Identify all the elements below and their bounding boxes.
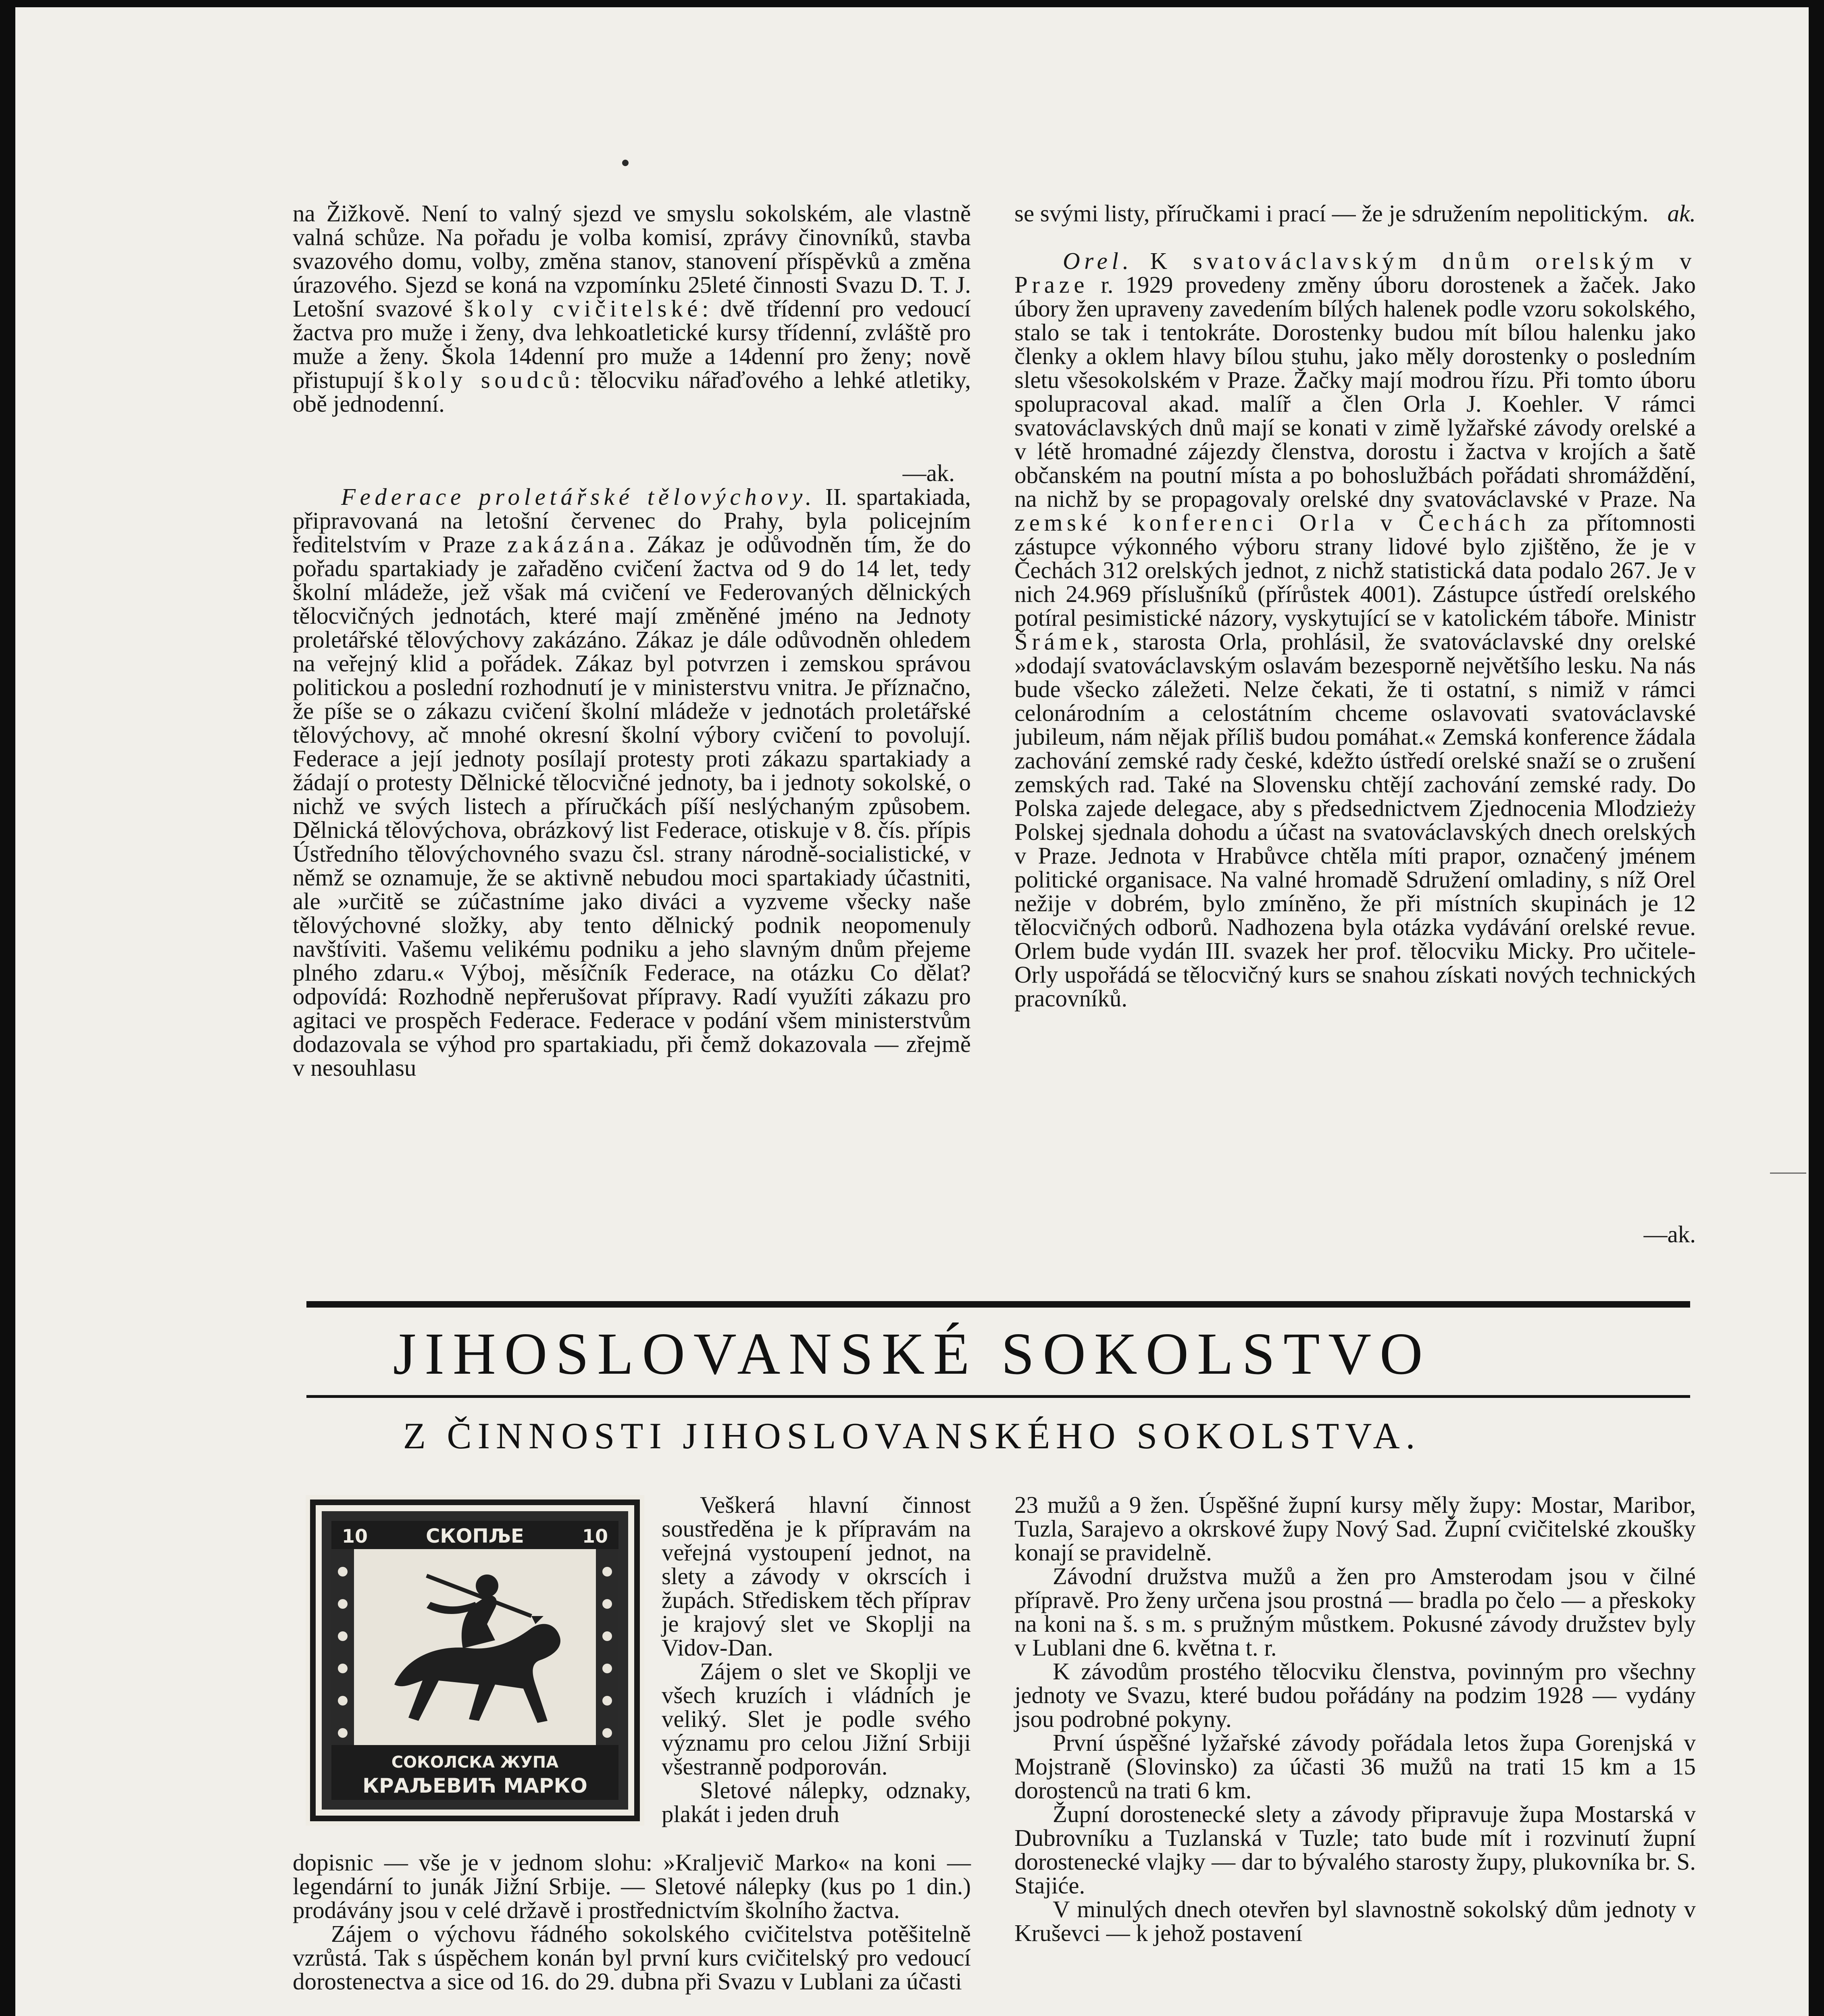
column-bottom-left xyxy=(293,1851,971,1993)
column-top-left xyxy=(293,202,971,416)
paragraph: První úspěšné lyžařské závody pořádala letos župa Gorenjská v Mojstraně (Slovinsko) za účasti 36 mužů na trati 15 km a 15 dorostenců na trati 6 km. xyxy=(1014,1729,1696,1804)
section-title: JIHOSLOVANSKÉ SOKOLSTVO xyxy=(393,1321,1431,1387)
stamp-top-text: СКОПЉЕ xyxy=(426,1525,524,1547)
paragraph: 23 mužů a 9 žen. Úspěšné župní kursy měly župy: Mostar, Maribor, Tuzla, Sarajevo a okrskové župy Nový Sad. Župní cvičitelské zkoušky konají se pravidelně. xyxy=(1014,1491,1696,1566)
margin-mark xyxy=(1770,1173,1806,1174)
paragraph: r. 1929 provedeny změny úboru dorostenek a žaček. Jako úbory žen upraveny zavedením bílých halenek podle vzoru sokolského, stalo se tak i tentokráte. Dorostenky budou mít bílou halenku jako členky a oklem hlavy bílou stuhu, jako měly dorostenky o posledním sletu všesokolském v Praze. Žačky mají modrou řízu. Při tomto úboru spolupracoval akad. malíř a člen Orla J. Koehler. V rámci svatováclavských dnů mají se konati v zimě lyžařské závody orelské a v létě hromadné zájezdy členstva, dorostu i žactva v krojích a šatě občanském na poutní místa a po bohoslužbách pořádati shromáždění, na nichž by se propagovaly orelské dny svatováclavské v Praze. Na xyxy=(1014,271,1696,512)
section-rule-top xyxy=(306,1301,1690,1308)
paragraph: : dvě třídenní pro vedoucí žactva pro muže i ženy, dva lehkoatletické kursy třídenní, zvláště pro muže a ženy. Škola 14denní pro muže a 14denní pro ženy; nově přistupují xyxy=(293,295,971,393)
section-heading: Federace proletářské tělovýchovy. xyxy=(341,483,816,510)
column-top-right-2 xyxy=(1014,249,1696,1010)
column-top-right xyxy=(1014,202,1696,225)
paragraph: . Zákaz je odůvodněn tím, že do pořadu spartakiady je zařaděno cvičení žactva od 9 do 14 let, tedy školní mládeže, jež však má cvičení ve Federovaných dělnických tělocvičných jednotách, které mají změněné jméno na Jednoty proletářské tělovýchovy zakázáno. Zákaz je dále odůvodněn ohledem na veřejný klid a pořádek. Zákaz byl potvrzen i zemskou správou politickou a poslední rozhodnutí je v ministerstvu vnitra. Je příznačno, že píše se o zákazu cvičení školní mládeže v jednotách proletářské tělovýchovy, ač mnohé okresní školní výbory cvičení to povolují. Federace a její jednoty posílají protesty proti zákazu spartakiady a žádají o protesty Dělnické tělocvičné jednoty, ba i jednoty sokolské, o nichž ve svých listech a příručkách píší neslýchaným způsobem. Dělnická tělovýchova, obrázkový list Federace, otiskuje v 8. čís. přípis Ústředního tělovýchovného svazu čsl. strany národně-socialistické, v němž se oznamuje, že se aktivně nebudou moci spartakiady účastniti, ale »určitě se zúčastníme jako diváci a vyzveme všecky naše tělovýchovné složky, aby tento dělnický podnik neopomenuly navštíviti. Vašemu velikému podniku a jeho slavným dnům přejeme plného zdaru.« Výboj, měsíčník Federace, na otázku Co dělat? odpovídá: Rozhodně nepřerušovat přípravy. Radí využíti zákazu pro agitaci ve prospěch Federace. Federace v podání všem ministerstvům dodazovala se výhod pro spartakiadu, při čemž dokazovala — zřejmě v nesouhlasu xyxy=(293,531,971,1081)
paragraph: : tělocviku nářaďového a lehké atletiky, obě jednodenní. xyxy=(293,367,971,417)
signature: ak. xyxy=(1667,200,1696,227)
paragraph: Župní dorostenecké slety a závody připravuje župa Mostarská v Dubrovníku a Tuzlanská v Tuzle; tato bude mít i rozvinutí župní dorostenecké vlajky — dar to bývalého starosty župy, plukovníka br. S. Stajiće. xyxy=(1014,1801,1696,1899)
paragraph: Zájem o výchovu řádného sokolského cvičitelstva potěšitelně vzrůstá. Tak s úspěchem konán byl první kurs cvičitelský pro vedoucí dorostenectva a sice od 16. do 29. dubna při Svazu v Lublani za účasti xyxy=(293,1920,971,1995)
column-bottom-left-wrap xyxy=(662,1493,971,1826)
column-top-left-2 xyxy=(293,485,971,1080)
stamp-value-right: 10 xyxy=(582,1525,608,1547)
page xyxy=(15,7,1809,2016)
signature: —ak. xyxy=(902,460,955,486)
emphasis: školy soudců xyxy=(394,367,574,393)
paragraph: Zájem o slet ve Skoplji ve všech kruzích i vládních je veliký. Slet je podle svého významu pro celou Jižní Srbiji všestranně podporován. xyxy=(662,1658,971,1780)
emphasis: zakázána xyxy=(507,531,629,558)
section-heading: Orel. xyxy=(1063,248,1133,274)
paragraph: V minulých dnech otevřen byl slavnostně sokolský dům jednoty v Kruševci — k jehož postavení xyxy=(1014,1896,1696,1946)
paragraph: se svými listy, příručkami i prací — že je sdružením nepolitickým. xyxy=(1014,200,1649,227)
paragraph: na Žižkově. Není to valný sjezd ve smyslu sokolském, ale vlastně valná schůze. Na pořadu je volba komisí, zprávy činovníků, stavba svazového domu, volby, změna stanov, stanovení příspěvků a změna úrazového. Sjezd se koná na vzpomínku 25leté činnosti Svazu D. T. J. Letošní svazové xyxy=(293,200,971,322)
stamp-bottom-text-1: СОКОЛСКА ЖУПА xyxy=(391,1753,559,1772)
emphasis: zemské konferenci Orla v Čechách xyxy=(1014,509,1530,536)
column-bottom-right xyxy=(1014,1493,1696,1945)
paragraph: za přítomnosti zástupce výkonného výboru strany lidové bylo zjištěno, že je v Čechách 312 orelských jednot, z nichž statistická data podalo 267. Je v nich 24.969 příslušníků (přírůstek 4001). Zástupce ústředí orelského potíral pesimistické názory, vyskytující se v katolickém táboře. Ministr xyxy=(1014,509,1696,631)
paragraph: K závodům prostého tělocviku členstva, povinným pro všechny jednoty ve Svazu, které budou pořádány na podzim 1928 — vydány jsou podrobné pokyny. xyxy=(1014,1658,1696,1732)
paragraph: Závodní družstva mužů a žen pro Amsterodam jsou v čilné přípravě. Pro ženy určena jsou prostná — bradla po čelo — a přeskoky na koni na š. s m. s pružným můstkem. Pokusné závody družstev byly v Lublani dne 6. května t. r. xyxy=(1014,1563,1696,1661)
emphasis: K svatováclavským dnům orelským v Praze xyxy=(1014,248,1696,298)
emphasis: školy cvičitelské xyxy=(464,295,702,322)
emphasis: Šrámek xyxy=(1014,628,1113,655)
article-title: Z ČINNOSTI JIHOSLOVANSKÉHO SOKOLSTVA. xyxy=(403,1415,1421,1456)
paragraph: dopisnic — vše je v jednom slohu: »Kraljevič Marko« na koni — legendární to junák Jižní Srbije. — Sletové nálepky (kus po 1 din.) prodávány jsou v celé državě i prostřednictvím školního žactva. xyxy=(293,1849,971,1923)
ink-dot xyxy=(622,160,629,166)
stamp-value-left: 10 xyxy=(342,1525,368,1547)
section-rule-bottom xyxy=(306,1395,1690,1398)
paragraph: , starosta Orla, prohlásil, že svatováclavské dny orelské »dodají svatováclavským oslavám bezesporně největšího lesku. Na nás bude všecko záležeti. Nelze čekati, že ti ostatní, s nimiž v rámci celonárodním a celostátním chceme oslavovati svatováclavské jubileum, nám nějak příliš budou pomáhat.« Zemská konference žádala zachování zemské rady české, kdežto ústředí orelské snaží se o zrušení zemských rad. Také na Slovensku chtějí zachování zemské rady. Do Polska zajede delegace, aby s předsednictvem Zjednocenia Mlodzieży Polskej sjednala dohodu a účast na svatováclavských dnech orelských v Praze. Jednota v Hrabůvce chtěla míti prapor, označený jménem politické organisace. Na valné hromadě Sdružení omladiny, s níž Orel nežije v dobrém, bylo zmíněno, že při místních skupinách je 12 tělocvičných odborů. Nadhozena byla otázka vydávání orelské revue. Orlem bude vydán III. svazek her prof. tělocviku Micky. Pro učitele-Orly uspořádá se tělocvičný kurs se snahou získati nových technických pracovníků. xyxy=(1014,628,1696,1012)
stamp-bottom-text-2: КРАЉЕВИЋ МАРКО xyxy=(362,1774,587,1797)
sokol-stamp-image xyxy=(306,1495,644,1826)
paragraph: Sletové nálepky, odznaky, plakát i jeden druh xyxy=(662,1777,971,1827)
paragraph: II. spartakiada, připravovaná na letošní červenec do Prahy, byla policejním ředitelstvím v Praze xyxy=(293,483,971,558)
paragraph: Veškerá hlavní činnost soustředěna je k přípravám na veřejná vystoupení jednot, na slety a závody v okrscích i župách. Střediskem těch příprav je krajový slet ve Skoplji na Vidov-Dan. xyxy=(662,1491,971,1661)
signature: —ak. xyxy=(1643,1221,1696,1248)
